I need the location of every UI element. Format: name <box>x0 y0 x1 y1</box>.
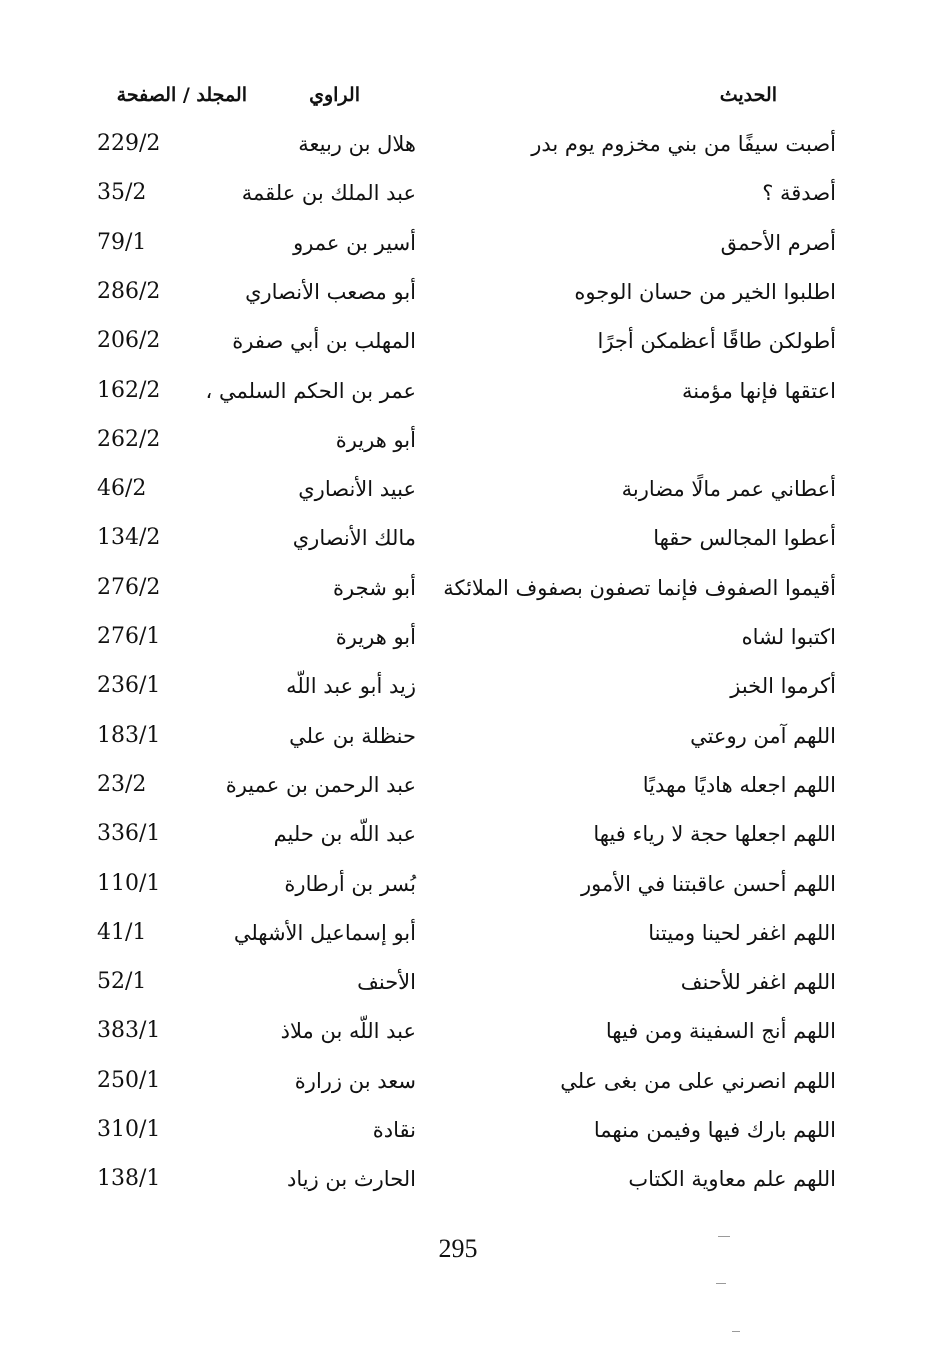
rawi-name: المهلب بن أبي صفرة <box>232 329 416 354</box>
volume-page-ref: 336/1 <box>97 821 161 847</box>
scan-mark <box>732 1331 740 1332</box>
table-row <box>0 618 932 658</box>
rawi-name: أبو هريرة <box>335 625 416 649</box>
table-row <box>0 519 932 559</box>
volume-page-ref: 35/2 <box>97 180 147 206</box>
volume-page-ref: 79/1 <box>97 229 147 255</box>
volume-page-ref: 276/2 <box>97 574 161 600</box>
table-row <box>0 569 932 609</box>
table-row <box>0 1111 932 1151</box>
volume-page-ref: 23/2 <box>97 771 147 797</box>
header-hadith: الحديث <box>719 84 777 106</box>
hadith-text: أعطوا المجالس حقها <box>653 526 836 551</box>
volume-page-ref: 110/1 <box>97 870 161 896</box>
table-row <box>0 372 932 412</box>
table-row <box>0 766 932 806</box>
scan-mark <box>716 1283 726 1284</box>
table-row <box>0 125 932 165</box>
rawi-name: أسير بن عمرو <box>293 230 416 255</box>
hadith-text: اللهم اغفر لحينا وميتنا <box>648 920 836 945</box>
table-row <box>0 815 932 855</box>
hadith-text: أقيموا الصفوف فإنما تصفون بصفوف الملائكة <box>443 575 836 600</box>
volume-page-ref: 206/2 <box>97 328 161 354</box>
table-header <box>0 76 932 116</box>
rawi-name: نقادة <box>372 1118 416 1142</box>
hadith-text: أصدقة ؟ <box>762 181 836 206</box>
rawi-name: أبو شجرة <box>333 575 416 600</box>
rawi-name: حنظلة بن علي <box>289 723 416 748</box>
rawi-name: أبو إسماعيل الأشهلي <box>233 920 416 945</box>
table-row <box>0 174 932 214</box>
rawi-name: الحارث بن زياد <box>286 1167 416 1192</box>
hadith-text: اللهم أنج السفينة ومن فيها <box>605 1019 836 1044</box>
scan-mark <box>718 1236 730 1237</box>
rawi-name: زيد أبو عبد اللّه <box>286 674 416 699</box>
table-row <box>0 322 932 362</box>
table-row <box>0 1012 932 1052</box>
table-row <box>0 1160 932 1200</box>
hadith-text: اكتبوا لشاه <box>741 625 836 649</box>
hadith-text: اطلبوا الخير من حسان الوجوه <box>574 279 836 304</box>
table-row <box>0 963 932 1003</box>
hadith-text: اللهم أحسن عاقبتنا في الأمور <box>580 871 836 896</box>
volume-page-ref: 162/2 <box>97 377 161 403</box>
volume-page-ref: 383/1 <box>97 1018 161 1044</box>
rawi-name: سعد بن زرارة <box>294 1068 416 1093</box>
rawi-name: أبو مصعب الأنصاري <box>245 279 416 304</box>
hadith-text: اللهم علم معاوية الكتاب <box>628 1167 836 1192</box>
hadith-text: اللهم آمن روعتي <box>690 723 836 748</box>
volume-page-ref: 286/2 <box>97 278 161 304</box>
rawi-name: عبد اللّه بن حليم <box>273 822 416 847</box>
table-row <box>0 717 932 757</box>
volume-page-ref: 229/2 <box>97 131 161 156</box>
rawi-name: عبيد الأنصاري <box>298 477 416 502</box>
hadith-text: أصبت سيفًا من بني مخزوم يوم بدر <box>531 132 836 156</box>
hadith-text: اللهم بارك فيها وفيمن منهما <box>593 1118 836 1142</box>
volume-page-ref: 46/2 <box>97 476 147 502</box>
rawi-name: هلال بن ربيعة <box>298 132 416 156</box>
table-row <box>0 421 932 461</box>
volume-page-ref: 138/1 <box>97 1166 161 1192</box>
page-number: 295 <box>438 1234 478 1263</box>
volume-page-ref: 183/1 <box>97 722 161 748</box>
hadith-text: اللهم اجعلها حجة لا رياء فيها <box>593 822 836 847</box>
rawi-name: عبد الملك بن علقمة <box>241 181 416 206</box>
volume-page-ref: 52/1 <box>97 969 147 995</box>
rawi-name: عبد الرحمن بن عميرة <box>225 772 416 797</box>
table-row <box>0 865 932 905</box>
rawi-name: مالك الأنصاري <box>292 526 416 551</box>
volume-page-ref: 276/1 <box>97 624 161 649</box>
rawi-name: بُسر بن أرطارة <box>284 871 416 896</box>
hadith-text: أطولكن طاقًا أعظمكن أجرًا <box>597 329 836 354</box>
volume-page-ref: 262/2 <box>97 426 161 452</box>
rawi-name: عبد اللّه بن ملاذ <box>280 1019 416 1044</box>
hadith-text: اللهم اغفر للأحنف <box>680 970 836 995</box>
header-rawi: الراوي <box>309 84 360 106</box>
volume-page-ref: 41/1 <box>97 919 147 945</box>
table-row <box>0 273 932 313</box>
hadith-text: أكرموا الخبز <box>730 674 836 699</box>
hadith-text: أعطاني عمر مالًا مضاربة <box>621 477 836 502</box>
table-row <box>0 224 932 264</box>
volume-page-ref: 236/1 <box>97 673 161 699</box>
volume-page-ref: 250/1 <box>97 1067 161 1093</box>
rawi-name: عمر بن الحكم السلمي ، <box>205 378 416 403</box>
rawi-name: أبو هريرة <box>335 427 416 452</box>
table-row <box>0 1062 932 1102</box>
hadith-text: اللهم اجعله هاديًا مهديًا <box>642 772 836 797</box>
table-row <box>0 914 932 954</box>
table-row <box>0 470 932 510</box>
volume-page-ref: 134/2 <box>97 525 161 551</box>
hadith-text: أصرم الأحمق <box>720 230 836 255</box>
hadith-text: اعتقها فإنها مؤمنة <box>681 378 836 403</box>
volume-page-ref: 310/1 <box>97 1117 161 1142</box>
table-row <box>0 667 932 707</box>
header-volume-page: المجلد / الصفحة <box>116 84 247 106</box>
rawi-name: الأحنف <box>357 970 416 995</box>
hadith-text: اللهم انصرني على من بغى علي <box>560 1068 836 1093</box>
